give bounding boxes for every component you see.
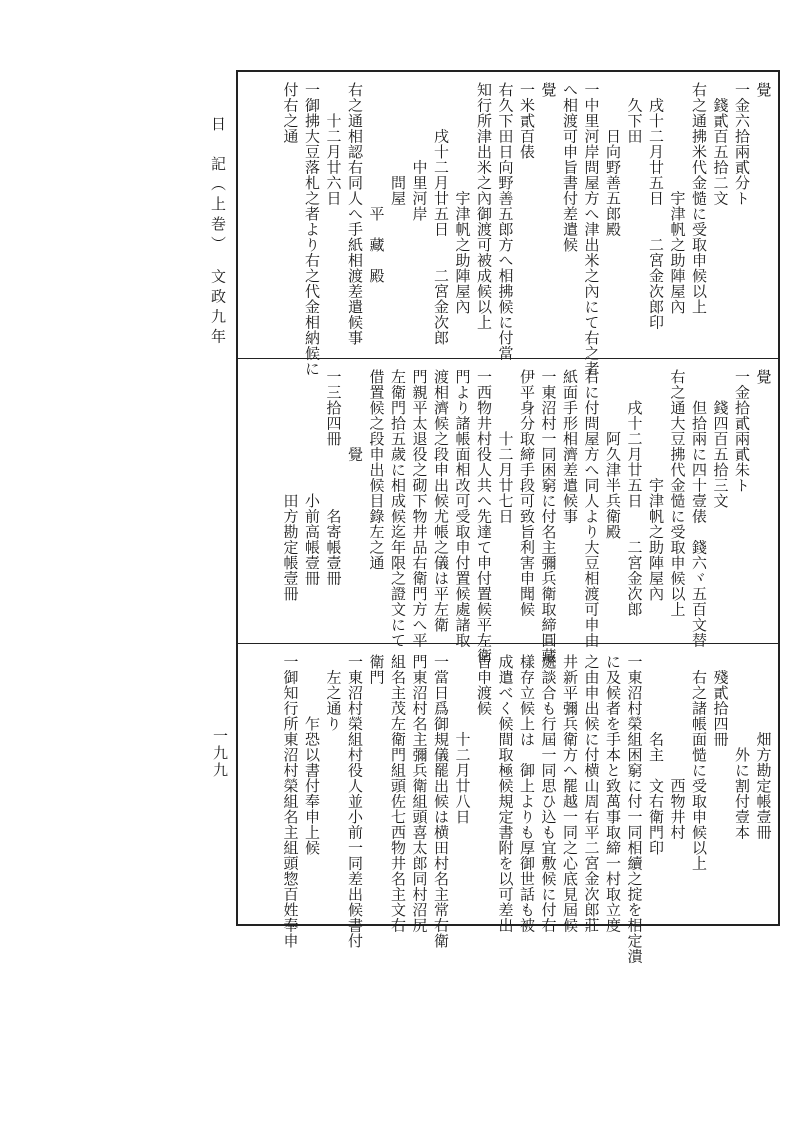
- text-column: 井新平彌兵衛方へ罷越一同之心底見屆候: [561, 654, 579, 933]
- text-column: 覺: [754, 82, 773, 98]
- text-column: 畑方勘定帳壹冊: [754, 654, 773, 840]
- text-column: 錢四百五拾三文: [711, 369, 730, 509]
- text-column: 宇津帆之助陣屋內: [668, 82, 687, 315]
- text-column: 一西物井村役人共へ先達て申付置候平左衛: [475, 369, 493, 664]
- text-column: 左衛門拾五歲に相成候迄年限之證文にて: [389, 369, 407, 648]
- text-column: 樣存立候上は 御上よりも厚御世話も被: [518, 654, 536, 933]
- text-column: 田方勘定帳壹冊: [281, 369, 300, 602]
- text-column: 一三拾四冊 名寄帳壹冊: [324, 369, 343, 586]
- text-column: 名主 文右衛門印: [647, 654, 665, 856]
- text-column: 知行所津出米之內御渡可被成候以上: [475, 82, 493, 330]
- text-column: 覺: [754, 369, 773, 385]
- text-column: 一米貳百俵: [518, 82, 536, 160]
- text-column: 右之諸帳面慥に受取申候以上: [690, 654, 708, 871]
- text-column: 殘貳拾四冊: [711, 654, 730, 747]
- text-column: 右に付問屋方へ同人より大豆相渡可申由: [582, 369, 601, 648]
- text-column: 十二月廿六日: [324, 82, 343, 206]
- text-column: 旨申渡候: [475, 654, 493, 716]
- text-column: 西物井村: [668, 654, 687, 840]
- text-column: 乍恐以書付奉申上候: [303, 654, 321, 856]
- text-column: 處談合も行屆一同思ひ込も宜敷候に付右: [539, 654, 558, 933]
- margin-running-head: 日 記（上巻） 文政九年: [209, 116, 227, 349]
- text-column: 中里河岸: [410, 82, 429, 222]
- text-column: 之由申出候に付横山周右平二宮金次郎莊: [582, 654, 601, 933]
- text-column: 一東沼村一同困窮に付名主彌兵衛取締圓藏: [539, 369, 558, 664]
- text-column: 組名主茂左衛門組頭佐七西物井名主文右: [389, 654, 407, 933]
- text-column: 一中里河岸問屋方へ津出米之內にて右之者: [582, 82, 601, 377]
- text-column: へ相渡可申旨書付差遣候: [561, 82, 579, 253]
- text-column: 右之通相認右同人へ手紙相渡差遣候事: [346, 82, 364, 346]
- text-column: 錢貳百五拾二文: [711, 82, 730, 206]
- text-column: 紙面手形相濟差遣候事: [561, 369, 579, 524]
- text-column: 借置候之段申出候目錄左之通: [367, 369, 386, 571]
- text-column: 一當日爲御規儀罷出候は横田村名主常右衛: [432, 654, 450, 949]
- text-column: 戌十二月廿五日 二宮金次郎: [625, 369, 644, 617]
- text-column: 十二月廿七日: [496, 369, 515, 524]
- text-column: 日向野善五郎殿: [604, 82, 622, 237]
- text-column: 左之通り: [324, 654, 343, 732]
- middle-band: [238, 358, 778, 664]
- text-column: 宇津帆之助陣屋內: [453, 82, 472, 315]
- text-column: 伊平身分取締手段可致旨利害申聞候: [518, 369, 536, 617]
- text-column: 久下田: [625, 82, 644, 144]
- text-column: 戌十二月廿五日 二宮金次郎: [432, 82, 450, 346]
- text-column: 但拾兩に四十壹俵 錢六ヾ五百文替: [690, 369, 708, 648]
- text-column: 小前高帳壹冊: [303, 369, 321, 586]
- page-number: 一九九: [211, 728, 229, 779]
- text-column: 平 藏 殿: [367, 82, 386, 284]
- text-column: 一御拂大豆落札之者より右之代金相納候に: [303, 82, 321, 377]
- text-column: 右之通大豆拂代金慥に受取申候以上: [668, 369, 687, 617]
- text-column: 一東沼村榮組困窮に付一同相續之掟を相定潰: [625, 654, 644, 964]
- text-column: 一東沼村榮組村役人並小前一同差出候書付: [346, 654, 364, 949]
- text-column: 一金拾貳兩貳朱ト: [733, 369, 751, 493]
- text-column: 覺: [539, 82, 558, 98]
- page-frame: [236, 70, 780, 964]
- text-column: 門親平太退役之砌下物井品右衛門方へ平: [410, 369, 429, 648]
- text-column: 宇津帆之助陣屋內: [647, 369, 665, 602]
- text-column: 一金六拾兩貳分ト: [733, 82, 751, 206]
- text-column: 問屋: [389, 82, 407, 206]
- text-column: 門東沼村名主彌兵衛組頭喜太郎同村沼尻: [410, 654, 429, 933]
- text-column: 十二月廿八日: [453, 654, 472, 825]
- text-column: 渡相濟候之段申出候尤帳之儀は平左衛: [432, 369, 450, 633]
- text-column: に及候者を手本と致萬事取締一村取立度: [604, 654, 622, 933]
- text-column: 阿久津半兵衛殿: [604, 369, 622, 540]
- text-column: 衛門: [367, 654, 386, 685]
- text-column: 門より諸帳面相改可受取申付置候處諸取: [453, 369, 472, 648]
- text-column: 覺: [346, 369, 364, 462]
- upper-band: [238, 72, 778, 377]
- text-column: 成遣べく候間取極候規定書附を以可差出: [496, 654, 515, 933]
- text-column: 右之通拂米代金慥に受取申候以上: [690, 82, 708, 315]
- text-column: 付右之通: [281, 82, 300, 144]
- text-column: 右久下田日向野善五郎方へ相拂候に付當: [496, 82, 515, 361]
- text-column: 外に割付壹本: [733, 654, 751, 840]
- text-column: 一御知行所東沼村榮組名主組頭惣百姓奉申: [281, 654, 300, 949]
- lower-band: [238, 643, 778, 964]
- text-column: 戌十二月廿五日 二宮金次郎印: [647, 82, 665, 330]
